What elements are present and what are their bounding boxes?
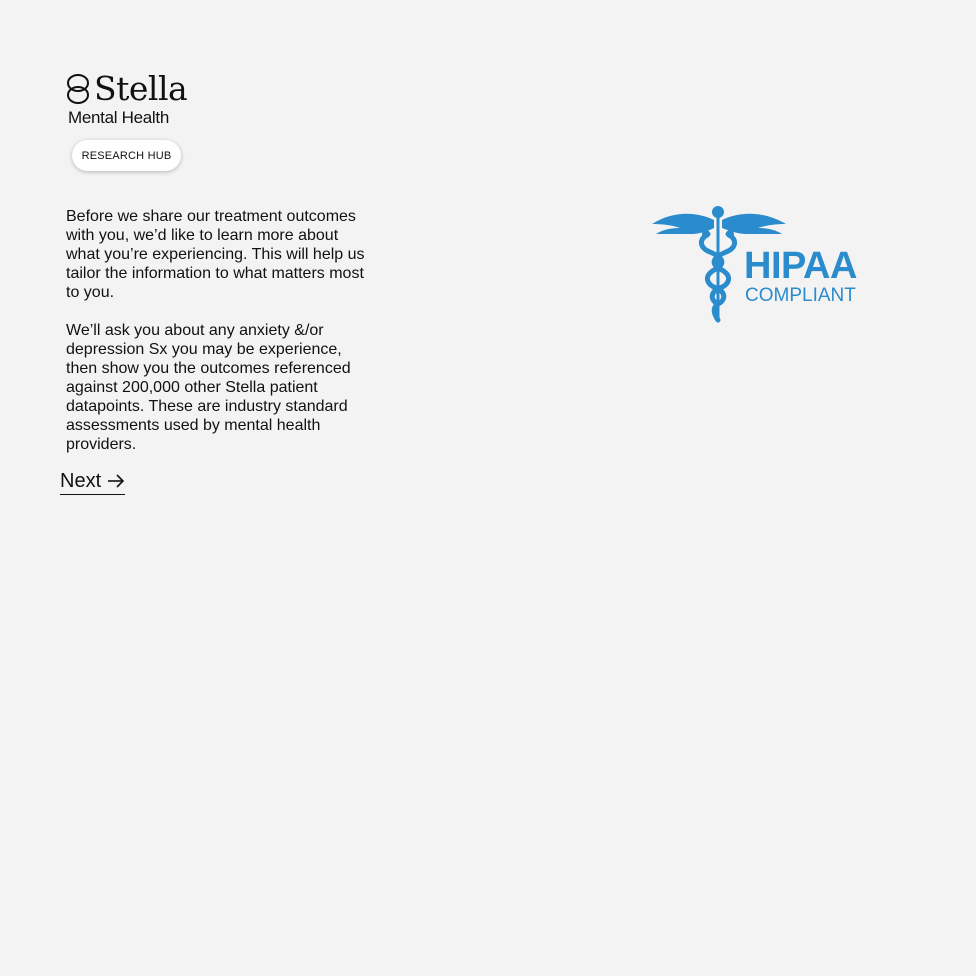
logo-top-row bbox=[66, 70, 196, 108]
stella-logo bbox=[66, 70, 196, 128]
brand-name: Stella bbox=[94, 69, 188, 108]
next-button[interactable] bbox=[60, 468, 125, 495]
intro-paragraph-2: We’ll ask you about any anxiety &/or depression Sx you may be experience, then show you the outcomes referenced against 200,000 other Stella patient datapoints. These are industry standard assessments used by mental health providers. bbox=[66, 322, 351, 453]
stella-mark-icon bbox=[66, 73, 90, 105]
arrow-right-icon bbox=[107, 474, 125, 488]
hipaa-subtitle: COMPLIANT bbox=[745, 285, 856, 306]
next-label: Next bbox=[60, 470, 102, 492]
brand-subtitle: Mental Health bbox=[68, 108, 169, 127]
research-hub-badge[interactable]: RESEARCH HUB bbox=[72, 140, 181, 171]
hipaa-title: HIPAA bbox=[744, 245, 857, 287]
hipaa-compliant-badge bbox=[648, 204, 872, 326]
intro-text bbox=[66, 207, 376, 473]
intro-paragraph-1: Before we share our treatment outcomes with you, we’d like to learn more about what you’re experiencing. This will help us tailor the information to what matters most to you. bbox=[66, 208, 365, 301]
